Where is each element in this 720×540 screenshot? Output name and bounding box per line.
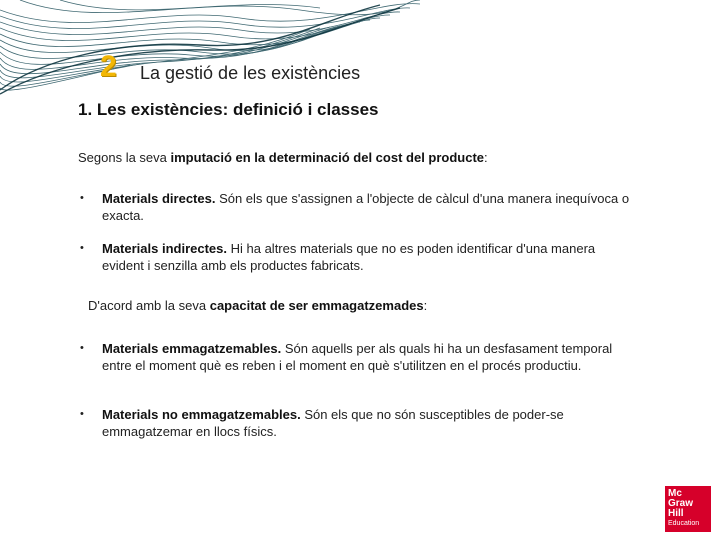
header-wave-decoration — [0, 0, 420, 100]
logo-line: Hill — [668, 508, 684, 519]
list-item-term: Materials directes. — [102, 191, 216, 206]
list-item-text — [102, 340, 632, 374]
intro-bold: imputació en la determinació del cost del producte — [170, 150, 485, 165]
list-item-term: Materials emmagatzemables. — [102, 341, 282, 356]
logo-line: Education — [668, 520, 700, 527]
list-item-term: Materials indirectes. — [102, 241, 227, 256]
bullet-icon: • — [80, 192, 84, 204]
list-item-text — [102, 190, 632, 224]
list-item-definition: Hi ha altres materials que no es poden identificar d'una manera evident i senzilla amb els productes fabricats. — [102, 241, 596, 273]
bullet-icon: • — [80, 342, 84, 354]
chapter-number: 2 — [100, 50, 117, 83]
intro-prefix: D'acord amb la seva — [88, 298, 210, 313]
list-item-text — [102, 240, 632, 274]
intro-bold: capacitat de ser emmagatzemades — [209, 298, 424, 313]
intro-paragraph-imputation — [78, 149, 488, 166]
section-title: 1. Les existències: definició i classes — [78, 100, 379, 119]
chapter-title: La gestió de les existències — [140, 63, 361, 83]
logo-line: Graw — [668, 498, 694, 509]
list-item-text — [102, 406, 632, 440]
mcgraw-hill-logo — [665, 486, 711, 532]
list-item-definition: Són aquells per als quals hi ha un desfasament temporal entre el moment què es reben i el moment en què s'utilitzen en el procés productiu. — [102, 341, 613, 373]
logo-line: Mc — [668, 488, 682, 499]
list-item-definition: Són els que s'assignen a l'objecte de càlcul d'una manera inequívoca o exacta. — [102, 191, 630, 223]
intro-suffix: : — [423, 298, 428, 313]
intro-prefix: Segons la seva — [78, 150, 171, 165]
intro-paragraph-storage — [88, 297, 427, 314]
list-item-definition: Són els que no són susceptibles de poder-se emmagatzemar en llocs físics. — [102, 407, 564, 439]
bullet-icon: • — [80, 242, 84, 254]
list-item-term: Materials no emmagatzemables. — [102, 407, 301, 422]
bullet-icon: • — [80, 408, 84, 420]
intro-suffix: : — [484, 150, 488, 165]
